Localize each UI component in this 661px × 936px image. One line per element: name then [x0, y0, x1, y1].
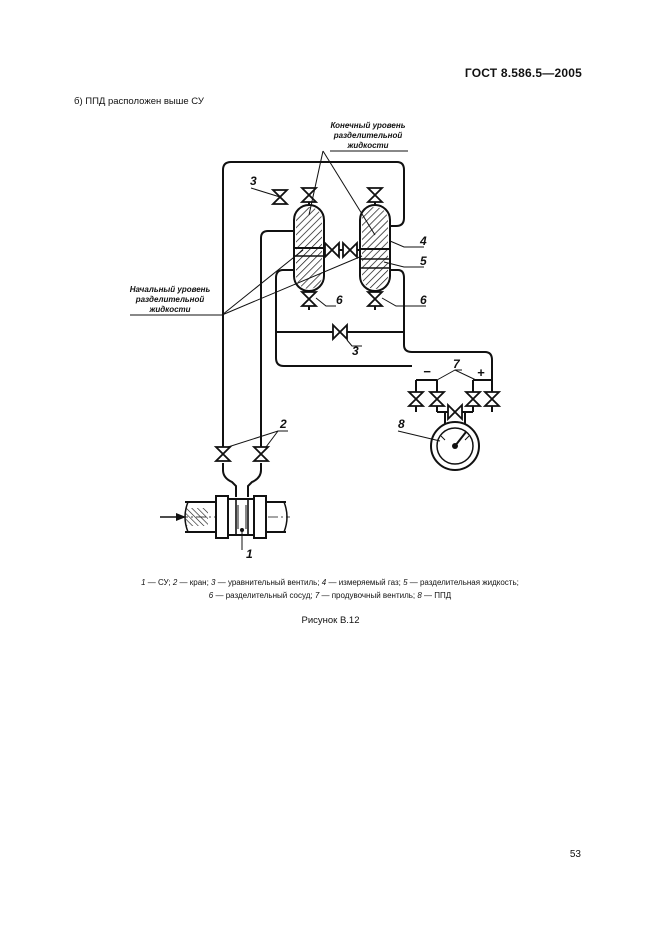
final-level-label-3: жидкости — [347, 141, 389, 150]
page-number: 53 — [569, 849, 581, 860]
callout-3-top: 3 — [250, 174, 257, 188]
initial-level-label-1: Начальный уровень — [129, 285, 211, 294]
callout-1: 1 — [246, 547, 253, 561]
figure-caption: Рисунок В.12 — [301, 615, 360, 626]
minus-sign: − — [423, 364, 431, 379]
pressure-gauge — [431, 422, 479, 470]
callout-7: 7 — [453, 357, 460, 371]
final-level-label-2: разделительной — [333, 131, 403, 140]
callout-6-left: 6 — [336, 293, 343, 307]
initial-level-label-3: жидкости — [149, 305, 191, 314]
final-level-label-1: Конечный уровень — [330, 121, 406, 130]
legend-line-1: 1 — СУ; 2 — кран; 3 — уравнительный вентиль; 4 — измеряемый газ; 5 — разделительная жидкость; — [141, 578, 519, 587]
callout-8: 8 — [398, 417, 405, 431]
document-header: ГОСТ 8.586.5—2005 — [464, 66, 582, 80]
primary-device — [160, 496, 290, 538]
callout-6-right: 6 — [420, 293, 427, 307]
callout-4: 4 — [420, 234, 427, 248]
callout-5: 5 — [420, 254, 427, 268]
plus-sign: + — [477, 365, 485, 380]
initial-level-label-2: разделительной — [135, 295, 205, 304]
valves — [216, 188, 499, 461]
legend-line-2: 6 — разделительный сосуд; 7 — продувочный вентиль; 8 — ППД — [208, 591, 452, 600]
figure-subtitle: б) ППД расположен выше СУ — [74, 96, 204, 107]
callout-2: 2 — [280, 417, 287, 431]
callout-3-bottom: 3 — [352, 344, 359, 358]
